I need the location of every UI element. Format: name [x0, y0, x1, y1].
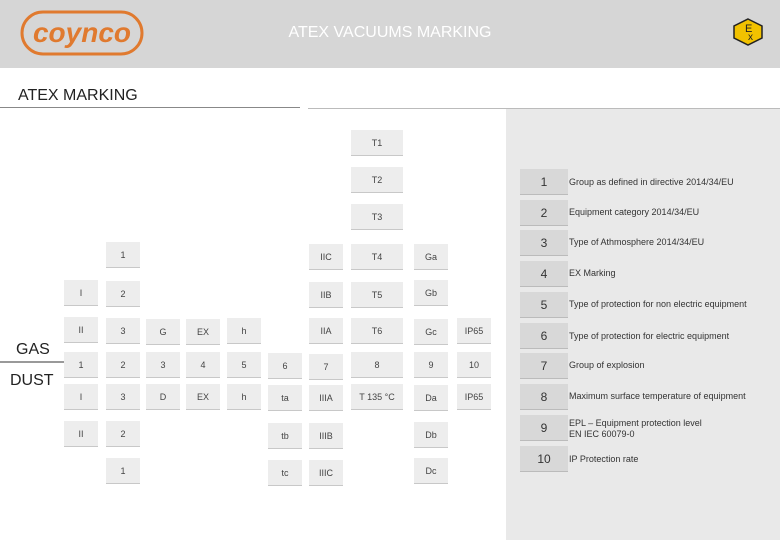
legend-number: 7 [520, 353, 568, 379]
dust-cat-2: 2 [106, 421, 140, 447]
ex-mark-dust: EX [186, 384, 220, 410]
legend-number: 4 [520, 261, 568, 287]
ex-symbol-bottom: x [748, 32, 753, 43]
dust-cat-1: 1 [106, 458, 140, 484]
gas-label: GAS [16, 341, 50, 358]
ip-dust: IP65 [457, 384, 491, 410]
col-number: 10 [457, 352, 491, 378]
legend-number: 10 [520, 446, 568, 472]
ex-mark-gas: EX [186, 319, 220, 345]
legend-text: Type of protection for electric equipment [569, 331, 730, 341]
temp-t135: T 135 °C [351, 384, 403, 410]
prot-h-dust: h [227, 384, 261, 410]
col-number: 7 [309, 354, 343, 380]
col-number: 1 [64, 352, 98, 378]
cat-2: 2 [106, 281, 140, 307]
legend-text-secondary: EN IEC 60079-0 [569, 429, 635, 439]
group-ii: II [64, 317, 98, 343]
legend-text: Type of Athmosphere 2014/34/EU [569, 237, 705, 247]
cat-1: 1 [106, 242, 140, 268]
col-number: 9 [414, 352, 448, 378]
temp-t5: T5 [351, 282, 403, 308]
group-iiib: IIIB [309, 423, 343, 449]
legend-text: Maximum surface temperature of equipment [569, 391, 746, 401]
gas-dust-divider [0, 361, 66, 363]
legend-text: EPL – Equipment protection level [569, 418, 702, 428]
group-iia: IIA [309, 318, 343, 344]
col-number: 6 [268, 353, 302, 379]
dust-group-i: I [64, 384, 98, 410]
legend-number: 6 [520, 323, 568, 349]
ip-gas: IP65 [457, 318, 491, 344]
col-number: 8 [351, 352, 403, 378]
epl-gc: Gc [414, 319, 448, 345]
legend-number: 5 [520, 292, 568, 318]
legend-text: Equipment category 2014/34/EU [569, 207, 700, 217]
group-iic: IIC [309, 244, 343, 270]
group-iib: IIB [309, 282, 343, 308]
col-number: 4 [186, 352, 220, 378]
epl-dc: Dc [414, 458, 448, 484]
legend-text: Group of explosion [569, 360, 645, 370]
eprot-ta: ta [268, 385, 302, 411]
legend-number: 3 [520, 230, 568, 256]
legend-number: 1 [520, 169, 568, 195]
legend-number: 8 [520, 384, 568, 410]
temp-t4: T4 [351, 244, 403, 270]
temp-t2: T2 [351, 167, 403, 193]
eprot-tb: tb [268, 423, 302, 449]
temp-t6: T6 [351, 318, 403, 344]
legend-text: EX Marking [569, 268, 616, 278]
atm-d: D [146, 384, 180, 410]
epl-da: Da [414, 385, 448, 411]
legend-number: 9 [520, 415, 568, 441]
epl-gb: Gb [414, 280, 448, 306]
dust-label: DUST [10, 372, 54, 389]
section-subtitle: ATEX MARKING [18, 87, 138, 104]
ex-symbol-top: E [745, 23, 753, 35]
subtitle-underline [0, 107, 300, 108]
legend-text: IP Protection rate [569, 454, 639, 464]
dust-cat-3: 3 [106, 384, 140, 410]
group-iiic: IIIC [309, 460, 343, 486]
legend-text: Type of protection for non electric equipment [569, 299, 747, 309]
header-bar [0, 0, 780, 68]
col-number: 3 [146, 352, 180, 378]
legend-number: 2 [520, 200, 568, 226]
logo-text: coynco [32, 17, 132, 48]
legend-text: Group as defined in directive 2014/34/EU [569, 177, 734, 187]
ex-hexagon-icon [733, 18, 763, 46]
group-i: I [64, 280, 98, 306]
epl-ga: Ga [414, 244, 448, 270]
prot-h-gas: h [227, 318, 261, 344]
epl-db: Db [414, 422, 448, 448]
page-title: ATEX VACUUMS MARKING [288, 24, 492, 41]
dust-group-ii: II [64, 421, 98, 447]
col-number: 5 [227, 352, 261, 378]
temp-t3: T3 [351, 204, 403, 230]
atm-g: G [146, 319, 180, 345]
col-number: 2 [106, 352, 140, 378]
cat-3: 3 [106, 318, 140, 344]
eprot-tc: tc [268, 460, 302, 486]
group-iiia: IIIA [309, 385, 343, 411]
temp-t1: T1 [351, 130, 403, 156]
